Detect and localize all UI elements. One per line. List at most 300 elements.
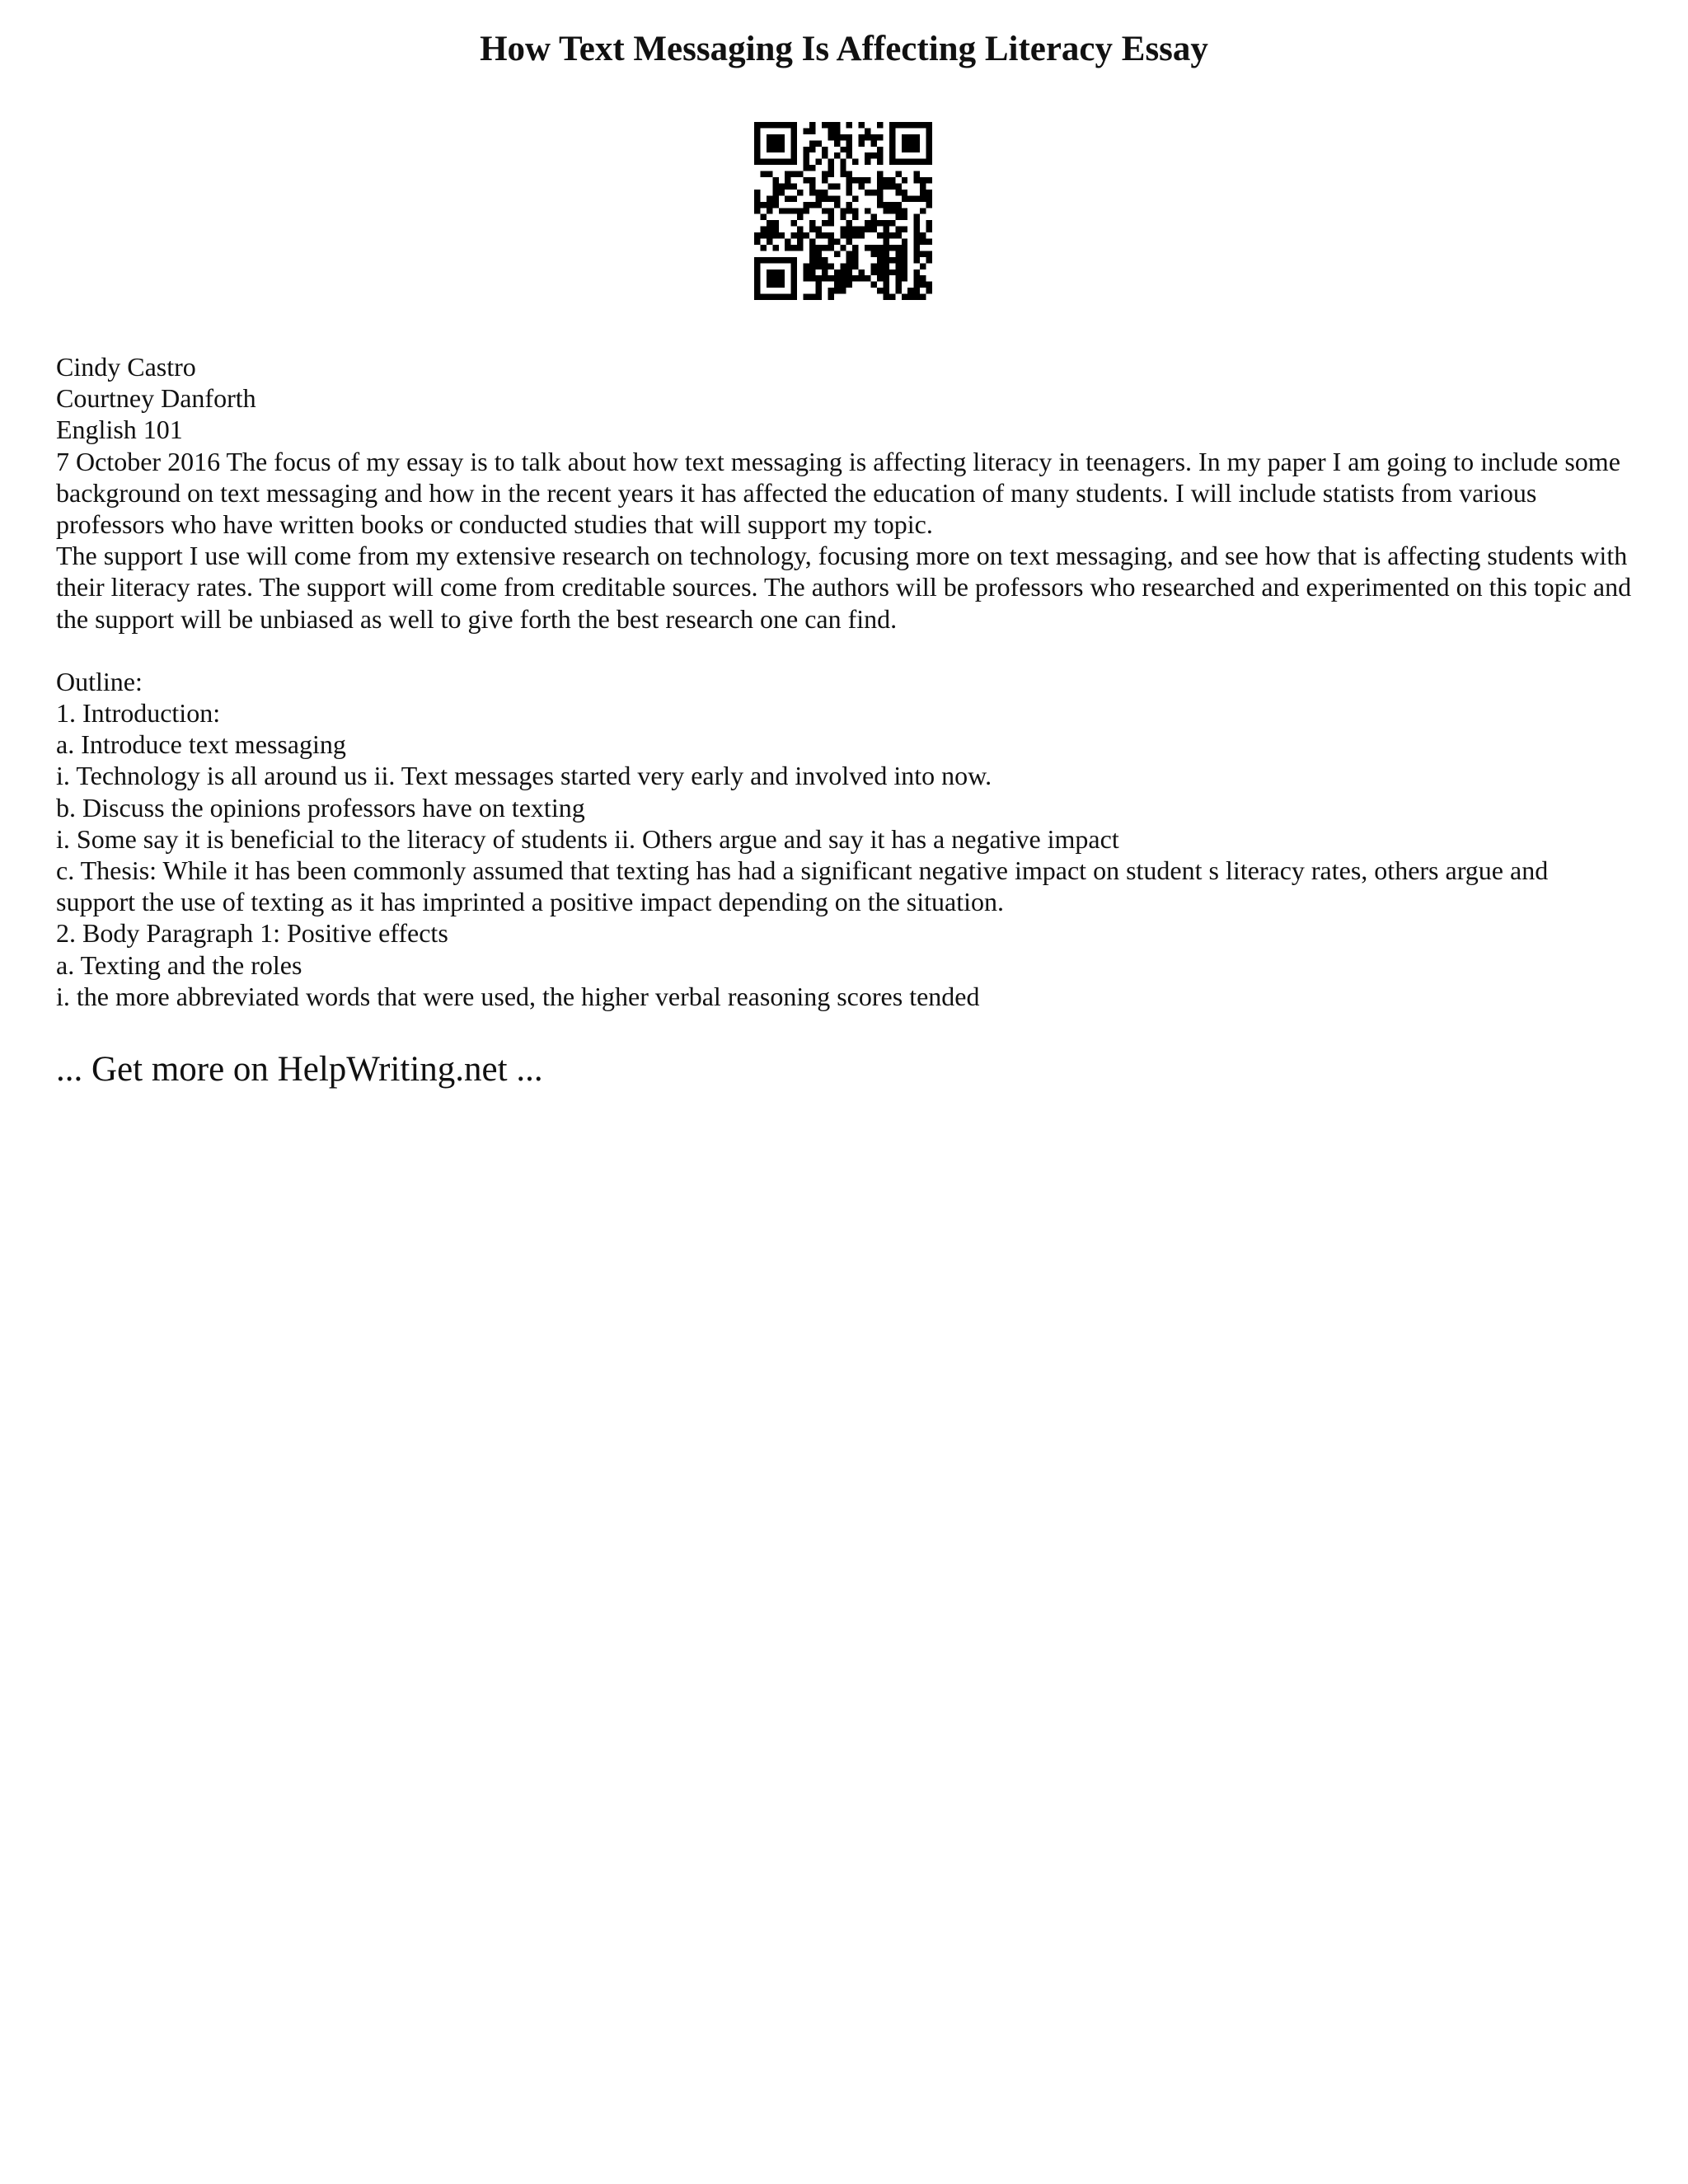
- qr-module: [822, 177, 828, 183]
- qr-module: [846, 190, 852, 195]
- qr-module: [877, 171, 883, 177]
- qr-module: [834, 134, 840, 140]
- qr-module: [846, 227, 852, 232]
- qr-module: [865, 134, 870, 140]
- qr-module: [914, 282, 920, 288]
- qr-module: [902, 227, 907, 232]
- qr-module: [852, 251, 858, 256]
- qr-module: [815, 275, 821, 281]
- qr-module: [767, 171, 772, 177]
- qr-module: [767, 195, 772, 201]
- qr-module: [840, 147, 846, 152]
- qr-module: [883, 232, 889, 238]
- qr-module: [809, 227, 815, 232]
- qr-module: [791, 232, 797, 238]
- qr-module: [828, 171, 833, 177]
- qr-module: [846, 282, 852, 288]
- qr-module: [871, 214, 877, 220]
- qr-module: [902, 195, 907, 201]
- qr-module: [804, 208, 809, 213]
- qr-module: [920, 232, 926, 238]
- qr-module: [914, 214, 920, 220]
- qr-module: [865, 245, 870, 251]
- qr-module: [772, 232, 778, 238]
- qr-module: [767, 202, 772, 208]
- qr-module: [926, 282, 932, 288]
- qr-module: [828, 208, 833, 213]
- qr-module: [828, 263, 833, 269]
- qr-module: [889, 177, 895, 183]
- qr-module: [828, 159, 833, 165]
- qr-module: [877, 288, 883, 293]
- qr-module: [895, 275, 901, 281]
- qr-module: [822, 232, 828, 238]
- qr-module: [865, 190, 870, 195]
- qr-module: [914, 177, 920, 183]
- qr-module: [914, 251, 920, 256]
- qr-module: [883, 183, 889, 189]
- qr-module: [822, 208, 828, 213]
- qr-module: [926, 239, 932, 245]
- outline-heading: Outline:: [56, 666, 143, 696]
- qr-module: [834, 288, 840, 293]
- qr-module: [889, 232, 895, 238]
- qr-alignment-module: [902, 245, 907, 275]
- qr-module: [760, 202, 766, 208]
- qr-module: [772, 183, 778, 189]
- qr-module: [809, 269, 815, 275]
- qr-module: [840, 165, 846, 171]
- qr-module: [877, 152, 883, 158]
- qr-module: [895, 202, 901, 208]
- qr-module: [877, 232, 883, 238]
- qr-module: [859, 232, 865, 238]
- qr-module: [809, 294, 815, 300]
- qr-module: [785, 245, 790, 251]
- qr-module: [846, 177, 852, 183]
- qr-module: [877, 134, 883, 140]
- qr-module: [926, 220, 932, 226]
- qr-module: [859, 183, 865, 189]
- outline-item: i. Technology is all around us ii. Text messages started very early and involved into now.: [56, 761, 992, 791]
- qr-module: [797, 214, 803, 220]
- qr-module: [809, 257, 815, 263]
- qr-module: [834, 128, 840, 134]
- qr-module: [822, 190, 828, 195]
- qr-module: [846, 232, 852, 238]
- qr-module: [809, 177, 815, 183]
- qr-module: [859, 122, 865, 128]
- qr-module: [767, 227, 772, 232]
- qr-module: [871, 190, 877, 195]
- qr-module: [920, 251, 926, 256]
- qr-module: [828, 134, 833, 140]
- qr-module: [809, 245, 815, 251]
- qr-module: [822, 171, 828, 177]
- qr-module: [920, 183, 926, 189]
- qr-module: [791, 245, 797, 251]
- qr-module: [907, 294, 913, 300]
- qr-module: [834, 239, 840, 245]
- qr-module: [883, 263, 889, 269]
- qr-module: [834, 183, 840, 189]
- outline-item: a. Introduce text messaging: [56, 729, 346, 760]
- document-title: How Text Messaging Is Affecting Literacy Essay: [480, 30, 1208, 68]
- qr-module: [895, 288, 901, 293]
- qr-module: [791, 208, 797, 213]
- qr-module: [914, 269, 920, 275]
- outline-item: i. Some say it is beneficial to the literacy of students ii. Others argue and say it has a negative impact: [56, 823, 1119, 854]
- qr-module: [859, 269, 865, 275]
- qr-module: [920, 208, 926, 213]
- qr-module: [852, 257, 858, 263]
- qr-module: [914, 257, 920, 263]
- qr-module: [809, 165, 815, 171]
- qr-module: [804, 165, 809, 171]
- qr-module: [871, 269, 877, 275]
- qr-module: [772, 227, 778, 232]
- qr-module: [926, 195, 932, 201]
- qr-module: [902, 275, 907, 281]
- qr-module: [852, 195, 858, 201]
- qr-module: [779, 208, 785, 213]
- qr-module: [889, 294, 895, 300]
- outline-item: b. Discuss the opinions professors have on texting: [56, 792, 585, 823]
- qr-module: [865, 128, 870, 134]
- qr-module: [846, 202, 852, 208]
- qr-module: [846, 269, 852, 275]
- qr-module: [779, 183, 785, 189]
- qr-module: [834, 152, 840, 158]
- qr-module: [809, 190, 815, 195]
- qr-module: [804, 269, 809, 275]
- qr-module: [846, 251, 852, 256]
- qr-module: [914, 171, 920, 177]
- qr-module: [895, 263, 901, 269]
- qr-module: [859, 134, 865, 140]
- qr-module: [809, 239, 815, 245]
- qr-module: [920, 239, 926, 245]
- qr-module: [760, 232, 766, 238]
- qr-module: [791, 183, 797, 189]
- qr-module: [840, 282, 846, 288]
- qr-module: [877, 159, 883, 165]
- qr-module: [883, 257, 889, 263]
- qr-module: [889, 202, 895, 208]
- qr-module: [877, 183, 883, 189]
- qr-module: [852, 245, 858, 251]
- qr-module: [772, 195, 778, 201]
- qr-module: [846, 147, 852, 152]
- qr-module: [822, 122, 828, 128]
- qr-module: [797, 208, 803, 213]
- qr-module: [809, 128, 815, 134]
- qr-module: [889, 208, 895, 213]
- qr-module: [785, 183, 790, 189]
- qr-module: [920, 275, 926, 281]
- qr-module: [815, 288, 821, 293]
- qr-module: [815, 232, 821, 238]
- qr-module: [815, 227, 821, 232]
- qr-module: [846, 134, 852, 140]
- qr-module: [914, 275, 920, 281]
- outline-item: 1. Introduction:: [56, 698, 221, 729]
- qr-module: [902, 239, 907, 245]
- qr-module: [804, 152, 809, 158]
- qr-module: [871, 227, 877, 232]
- qr-module: [840, 288, 846, 293]
- qr-module: [797, 171, 803, 177]
- support-paragraph: The support I use will come from my extensive research on technology, focusing more on text messaging, and see how that is affecting students with their literacy rates. The support will come from creditable sources. The authors will be professors who researched and experimented on this topic and the support will be unbiased as well to give forth the best research one can find.: [56, 541, 1632, 634]
- qr-module: [883, 239, 889, 245]
- qr-module: [871, 220, 877, 226]
- qr-module: [785, 195, 790, 201]
- qr-module: [791, 195, 797, 201]
- qr-module: [846, 263, 852, 269]
- qr-module: [846, 257, 852, 263]
- qr-module: [767, 220, 772, 226]
- qr-module: [852, 275, 858, 281]
- qr-module: [926, 190, 932, 195]
- qr-module: [883, 220, 889, 226]
- qr-module: [914, 227, 920, 232]
- outline-thesis-item: c. Thesis: While it has been commonly assumed that texting has had a significant negative impact on student s literacy rates, others argue and support the use of texting as it has imprinted a positive impact depending on the situation.: [56, 855, 1549, 917]
- qr-module: [877, 190, 883, 195]
- qr-module: [926, 177, 932, 183]
- qr-module: [828, 245, 833, 251]
- qr-code-graphic: [754, 122, 932, 300]
- outline-item: a. Texting and the roles: [56, 949, 302, 980]
- qr-module: [852, 232, 858, 238]
- qr-module: [846, 208, 852, 213]
- qr-module: [877, 220, 883, 226]
- qr-module: [871, 263, 877, 269]
- qr-alignment-module: [889, 257, 895, 263]
- qr-module: [883, 282, 889, 288]
- qr-module: [920, 195, 926, 201]
- qr-module: [772, 202, 778, 208]
- qr-module: [804, 128, 809, 134]
- qr-module: [772, 220, 778, 226]
- qr-module: [840, 159, 846, 165]
- qr-module: [840, 245, 846, 251]
- qr-module: [895, 208, 901, 213]
- qr-module: [822, 263, 828, 269]
- qr-module: [846, 275, 852, 281]
- qr-module: [815, 159, 821, 165]
- qr-module: [907, 288, 913, 293]
- qr-module: [828, 195, 833, 201]
- qr-module: [809, 140, 815, 146]
- qr-module: [809, 202, 815, 208]
- author-line: Cindy Castro: [56, 352, 196, 382]
- qr-module: [809, 183, 815, 189]
- qr-alignment-module: [877, 245, 883, 275]
- qr-module: [846, 171, 852, 177]
- qr-module: [895, 214, 901, 220]
- qr-module: [834, 122, 840, 128]
- qr-module: [926, 288, 932, 293]
- qr-module: [804, 202, 809, 208]
- qr-module: [809, 147, 815, 152]
- qr-module: [883, 251, 889, 256]
- outline-item: i. the more abbreviated words that were used, the higher verbal reasoning scores tended: [56, 981, 980, 1011]
- qr-module: [846, 239, 852, 245]
- qr-module: [846, 140, 852, 146]
- qr-module: [920, 190, 926, 195]
- qr-module: [895, 257, 901, 263]
- course-line: English 101: [56, 415, 183, 445]
- qr-module: [926, 257, 932, 263]
- qr-module: [834, 140, 840, 146]
- qr-module: [804, 263, 809, 269]
- qr-module: [822, 152, 828, 158]
- qr-module: [754, 208, 760, 213]
- qr-module: [815, 257, 821, 263]
- qr-module: [772, 177, 778, 183]
- qr-module: [902, 177, 907, 183]
- qr-module: [834, 282, 840, 288]
- qr-module: [859, 227, 865, 232]
- qr-module: [846, 183, 852, 189]
- qr-module: [760, 214, 766, 220]
- qr-module: [871, 152, 877, 158]
- qr-module: [865, 220, 870, 226]
- qr-module: [822, 220, 828, 226]
- qr-module: [883, 294, 889, 300]
- qr-module: [877, 177, 883, 183]
- qr-module: [914, 294, 920, 300]
- qr-module: [822, 147, 828, 152]
- qr-module: [926, 227, 932, 232]
- qr-module: [828, 275, 833, 281]
- qr-module: [895, 190, 901, 195]
- qr-module: [828, 128, 833, 134]
- qr-module: [846, 220, 852, 226]
- qr-module: [815, 190, 821, 195]
- qr-module: [828, 165, 833, 171]
- qr-module: [883, 275, 889, 281]
- qr-module: [809, 220, 815, 226]
- qr-module: [852, 214, 858, 220]
- qr-module: [754, 202, 760, 208]
- qr-module: [840, 275, 846, 281]
- qr-module: [828, 122, 833, 128]
- qr-module: [895, 171, 901, 177]
- qr-module: [914, 220, 920, 226]
- qr-module: [754, 195, 760, 201]
- qr-module: [834, 202, 840, 208]
- qr-module: [822, 269, 828, 275]
- qr-module: [914, 239, 920, 245]
- qr-module: [754, 239, 760, 245]
- qr-module: [920, 294, 926, 300]
- qr-module: [828, 220, 833, 226]
- qr-module: [840, 263, 846, 269]
- qr-module: [822, 257, 828, 263]
- qr-module: [779, 190, 785, 195]
- qr-module: [840, 227, 846, 232]
- qr-module: [791, 171, 797, 177]
- qr-module: [804, 275, 809, 281]
- qr-module: [883, 208, 889, 213]
- qr-module: [809, 263, 815, 269]
- essay-body: [56, 351, 1632, 1012]
- qr-code-icon: [754, 122, 932, 300]
- qr-module: [895, 183, 901, 189]
- qr-module: [785, 239, 790, 245]
- qr-module: [834, 275, 840, 281]
- qr-module: [883, 202, 889, 208]
- qr-module: [877, 122, 883, 128]
- qr-module: [883, 177, 889, 183]
- outline-item: 2. Body Paragraph 1: Positive effects: [56, 918, 448, 949]
- qr-module: [809, 275, 815, 281]
- qr-module: [859, 140, 865, 146]
- qr-module: [815, 202, 821, 208]
- qr-module: [754, 190, 760, 195]
- qr-module: [852, 227, 858, 232]
- qr-module: [840, 214, 846, 220]
- qr-module: [828, 239, 833, 245]
- qr-module: [797, 232, 803, 238]
- qr-module: [907, 195, 913, 201]
- qr-module: [902, 190, 907, 195]
- instructor-line: Courtney Danforth: [56, 383, 256, 414]
- qr-module: [852, 159, 858, 165]
- qr-module: [804, 159, 809, 165]
- qr-module: [815, 195, 821, 201]
- qr-module: [883, 288, 889, 293]
- get-more-link[interactable]: ... Get more on HelpWriting.net ...: [56, 1050, 543, 1089]
- qr-module: [815, 294, 821, 300]
- qr-module: [852, 177, 858, 183]
- qr-module: [914, 245, 920, 251]
- qr-module: [871, 140, 877, 146]
- qr-module: [834, 195, 840, 201]
- qr-module: [871, 251, 877, 256]
- qr-module: [840, 208, 846, 213]
- qr-module: [871, 134, 877, 140]
- qr-module: [797, 227, 803, 232]
- qr-module: [828, 232, 833, 238]
- qr-module: [859, 177, 865, 183]
- qr-module: [779, 232, 785, 238]
- qr-module: [877, 195, 883, 201]
- qr-module: [902, 214, 907, 220]
- qr-module: [871, 282, 877, 288]
- qr-module: [840, 134, 846, 140]
- qr-module: [926, 202, 932, 208]
- qr-module: [914, 195, 920, 201]
- qr-module: [754, 232, 760, 238]
- qr-module: [822, 195, 828, 201]
- qr-module: [902, 294, 907, 300]
- qr-module: [815, 245, 821, 251]
- qr-module: [920, 282, 926, 288]
- qr-module: [865, 208, 870, 213]
- qr-module: [895, 227, 901, 232]
- intro-paragraph: 7 October 2016 The focus of my essay is to talk about how text messaging is affecting literacy in teenagers. In my paper I am going to include some background on text messaging and how in the recent years it has affected the education of many students. I will include statists from various professors who have written books or conducted studies that will support my topic.: [56, 446, 1620, 540]
- qr-module: [834, 251, 840, 256]
- qr-module: [760, 227, 766, 232]
- qr-module: [815, 263, 821, 269]
- qr-module: [846, 152, 852, 158]
- qr-module: [852, 208, 858, 213]
- qr-module: [865, 159, 870, 165]
- qr-module: [865, 152, 870, 158]
- qr-module: [791, 220, 797, 226]
